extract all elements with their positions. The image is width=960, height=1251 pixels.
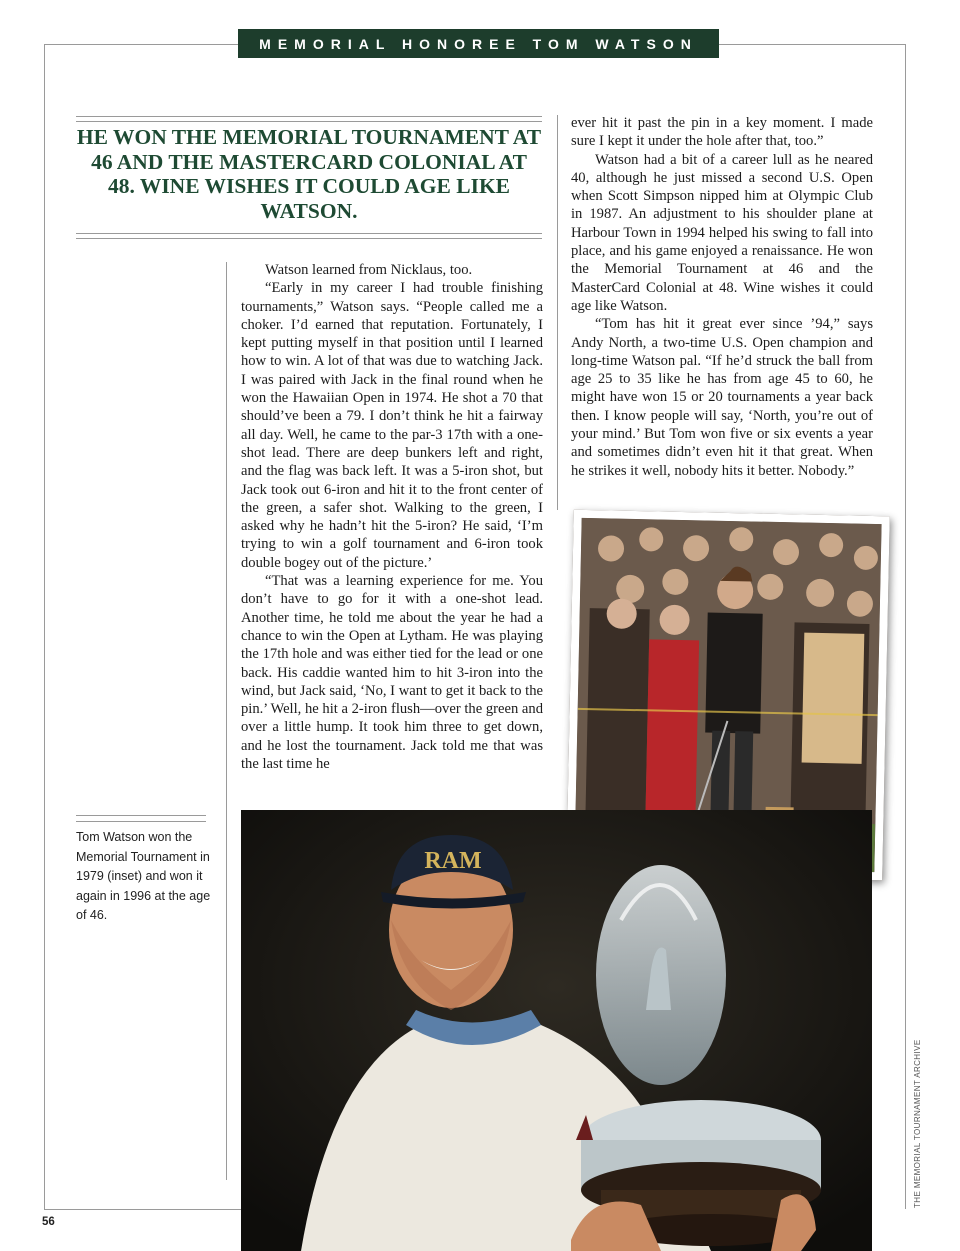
paragraph: ever hit it past the pin in a key moment. I made sure I kept it under the hole after that, too.” (571, 115, 873, 150)
article-column-2 (571, 114, 873, 480)
sidebar-divider (226, 262, 227, 1180)
frame-line-left (44, 44, 45, 1209)
photo-caption: Tom Watson won the Memorial Tournament in 1979 (inset) and won it again in 1996 at the age of 46. (76, 830, 211, 923)
frame-line-top-right (719, 44, 905, 45)
frame-line-top-left (44, 44, 238, 45)
main-photo-1996 (241, 810, 872, 1251)
headline-rule-bottom-1 (76, 233, 542, 234)
frame-line-right (905, 44, 906, 1209)
section-banner: MEMORIAL HONOREE TOM WATSON (238, 29, 719, 58)
headline: HE WON THE MEMORIAL TOURNAMENT AT 46 AND THE MASTERCARD COLONIAL AT 48. WINE WISHES IT COULD AGE LIKE WATSON. (76, 125, 542, 223)
main-photo-illustration (241, 810, 872, 1251)
headline-rule-top-2 (76, 121, 542, 122)
frame-line-bottom (44, 1209, 241, 1210)
headline-rule-bottom-2 (76, 238, 542, 239)
column-divider (557, 115, 558, 510)
paragraph: Watson had a bit of a career lull as he neared 40, although he just missed a second U.S. Open when Scott Simpson nipped him at Olympic Club in 1987. An adjustment to his shoulder plane at Harbour Town in 1994 helped his swing to fall into place, and his game enjoyed a renaissance. He won the Memorial Tournament at 46 and the MasterCard Colonial at 48. Wine wishes it could age like Watson. (571, 151, 873, 314)
page-number: 56 (42, 1216, 55, 1228)
article-column-1 (241, 261, 543, 773)
caption-rule-1 (76, 815, 206, 816)
paragraph: Watson learned from Nicklaus, too. (265, 262, 473, 278)
paragraph: “Early in my career I had trouble finishing tournaments,” Watson says. “People called me a choker. I’d earned that reputation. Fortunately, I kept putting myself in that position until I learned how to win. A lot of that was due to watching Jack. I was paired with Jack in the final round when he won the Hawaiian Open in 1974. He shot a 70 that should’ve been a 79. I don’t think he hit a fairway all day. Well, he came to the par-3 17th with a one-shot lead. There are deep bunkers left and right, and the flag was back left. It was a 5-iron shot, but Jack took out 6-iron and hit it to the front center of the green, a safer shot. Walking to the green, I asked why he hadn’t hit the 5-iron? He said, ‘I’m trying to win a golf tournament and 6-iron took double bogey out of the picture.’ (241, 280, 543, 571)
photo-credit: THE MEMORIAL TOURNAMENT ARCHIVE (913, 1039, 922, 1208)
caption-rule-2 (76, 821, 206, 822)
headline-rule-top-1 (76, 116, 542, 117)
paragraph: “That was a learning experience for me. You don’t have to go for it with a one-shot lead. Another time, he told me about the year he had a chance to win the Open at Lytham. He was playing the 17th hole and was either tied for the lead or one back. His caddie wanted him to hit 3-iron into the wind, but Jack said, ‘No, I want to get it back to the pin.’ Well, he hit a 2-iron flush—over the green and over a little hump. It took him three to get down, and he lost the tournament. Jack told me that was the last time he (241, 573, 543, 773)
cap-logo: RAM (424, 848, 482, 874)
paragraph: “Tom has hit it great ever since ’94,” says Andy North, a two-time U.S. Open champion and long-time Watson pal. “If he’d struck the ball from age 25 to 35 like he has from age 45 to 60, he might have won 15 or 20 tournaments a year back then. I know people will say, ‘North, you’re out of your mind.’ But Tom won five or six events a year and sometimes didn’t even hit it that great. When he strikes it well, nobody hits it better. Nobody.” (571, 316, 873, 479)
